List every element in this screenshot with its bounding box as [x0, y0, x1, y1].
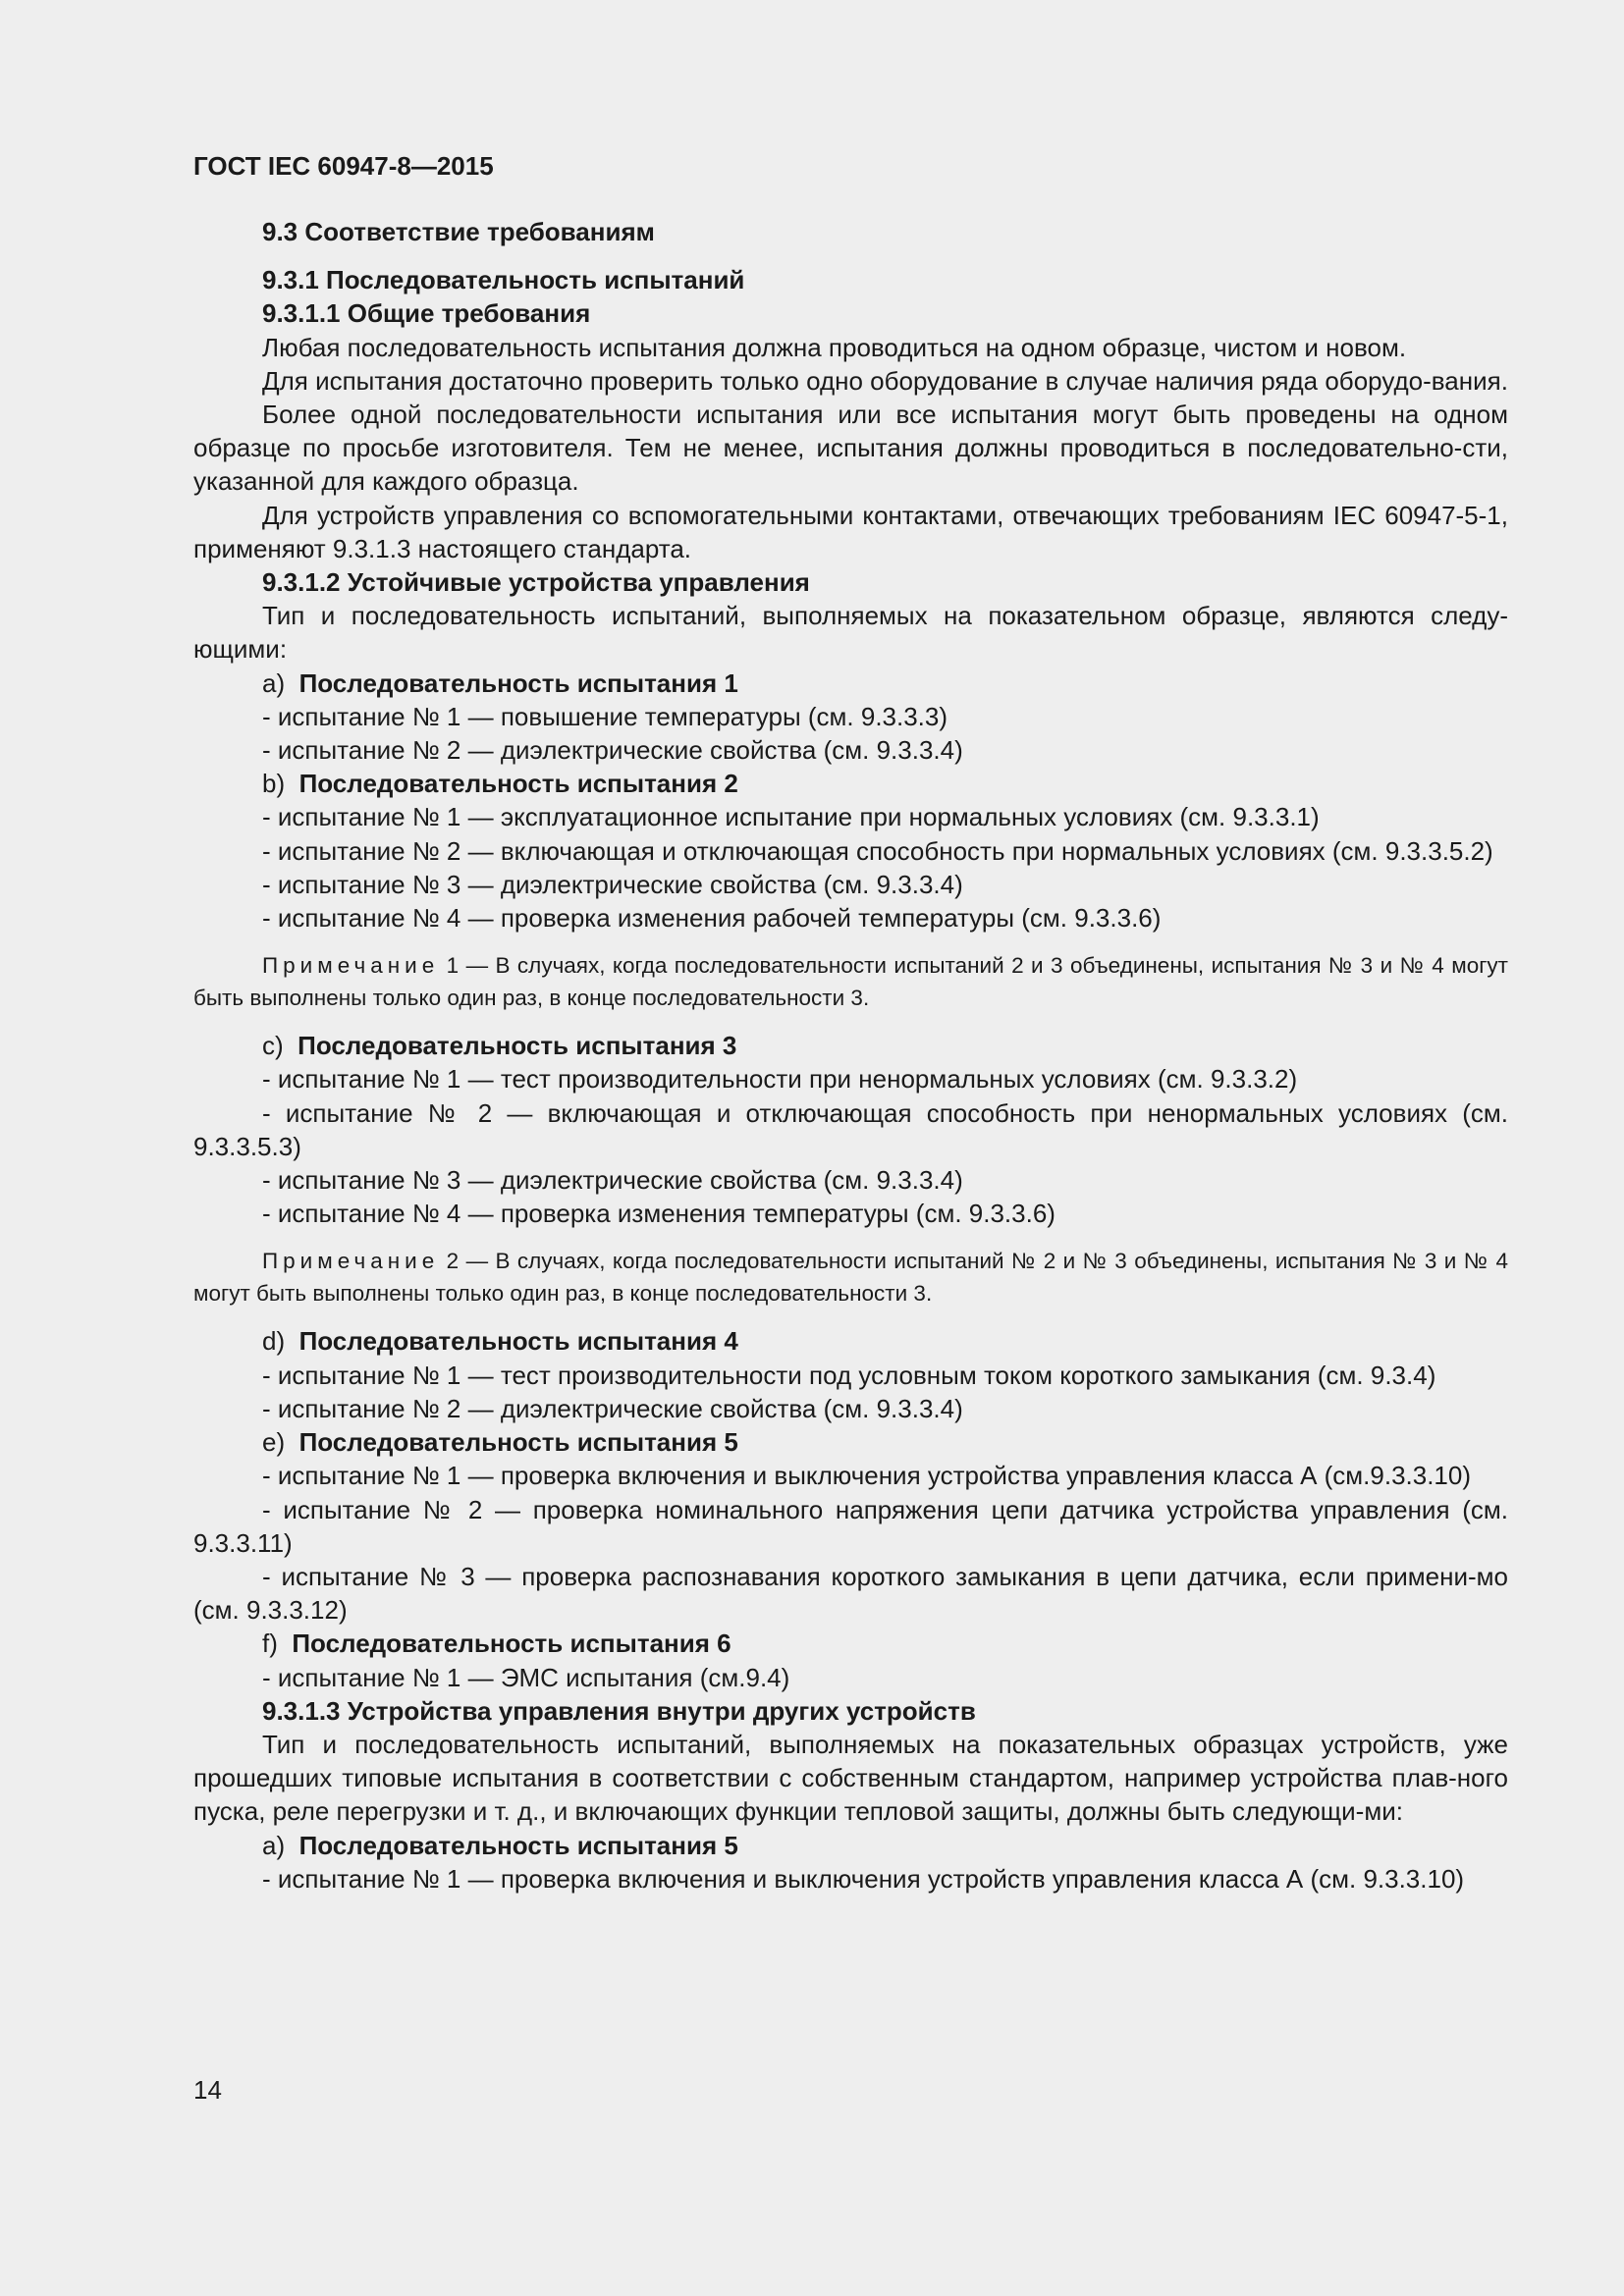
- list-item: - испытание № 4 — проверка изменения рабочей температуры (см. 9.3.3.6): [262, 903, 1162, 934]
- sequence-letter: a): [262, 1830, 286, 1860]
- sequence-letter: e): [262, 1427, 286, 1458]
- sequence-title: Последовательность испытания 6: [292, 1629, 731, 1659]
- sequence-heading: [193, 1324, 1508, 1358]
- sequence-heading: [193, 767, 1508, 800]
- paragraph: Тип и последовательность испытаний, выполняемых на показательном образце, являются следу-ющими:: [193, 601, 1508, 665]
- sequence-letter: d): [262, 1326, 286, 1357]
- note-text: 1 — В случаях, когда последовательности испытаний 2 и 3 объединены, испытания № 3 и № 4 могут быть выполнены только один раз, в конце последовательности 3.: [193, 953, 1508, 1011]
- paragraph: Любая последовательность испытания должна проводиться на одном образце, чистом и новом.: [262, 332, 1407, 362]
- list-item: - испытание № 3 — проверка распознавания короткого замыкания в цепи датчика, если примени-мо (см. 9.3.3.12): [193, 1561, 1508, 1626]
- page-number: 14: [193, 2075, 222, 2105]
- sequence-letter: f): [262, 1629, 278, 1659]
- document-header: ГОСТ IEC 60947-8—2015: [193, 151, 494, 181]
- note: [193, 949, 1508, 1014]
- sequence-heading: [193, 1425, 1508, 1459]
- paragraph: Для устройств управления со вспомогательными контактами, отвечающих требованиям IEC 60947-5-1, применяют 9.3.1.3 настоящего стандарта.: [193, 500, 1508, 563]
- sequence-letter: b): [262, 769, 286, 799]
- list-item: - испытание № 1 — ЭМС испытания (см.9.4): [262, 1662, 790, 1692]
- list-item: - испытание № 1 — тест производительности при ненормальных условиях (см. 9.3.3.2): [262, 1064, 1298, 1095]
- sequence-title: Последовательность испытания 1: [298, 667, 738, 698]
- paragraph: Более одной последовательности испытания или все испытания могут быть проведены на одном образце по просьбе изготовителя. Тем не менее, испытания должны проводиться в последовательно-сти, указанной для каждого образца.: [193, 400, 1508, 497]
- note-text: 2 — В случаях, когда последовательности испытаний № 2 и № 3 объединены, испытания № 3 и № 4 могут быть выполнены только один раз, в конце последовательности 3.: [193, 1249, 1508, 1307]
- sequence-heading: [193, 1829, 1508, 1862]
- section-heading: 9.3.1 Последовательность испытаний: [262, 265, 745, 295]
- note-label: Примечание: [262, 953, 440, 979]
- list-item: - испытание № 1 — проверка включения и выключения устройства управления класса А (см.9.3.3.10): [262, 1461, 1472, 1491]
- paragraph: Для испытания достаточно проверить только одно оборудование в случае наличия ряда оборудо-вания.: [262, 365, 1508, 396]
- list-item: - испытание № 2 — диэлектрические свойства (см. 9.3.3.4): [262, 735, 963, 766]
- sequence-title: Последовательность испытания 5: [298, 1427, 738, 1458]
- sequence-title: Последовательность испытания 3: [298, 1031, 737, 1061]
- list-item: - испытание № 1 — проверка включения и выключения устройств управления класса А (см. 9.3.3.10): [262, 1863, 1465, 1894]
- list-item: - испытание № 3 — диэлектрические свойства (см. 9.3.3.4): [262, 869, 963, 899]
- paragraph: Тип и последовательность испытаний, выполняемых на показательных образцах устройств, уже прошедших типовые испытания в соответствии с собственным стандартом, например устройства плав-ного пуска, реле перегрузки и т. д., и включающих функции тепловой защиты, должны быть следующи-ми:: [193, 1729, 1508, 1827]
- section-heading: 9.3.1.2 Устойчивые устройства управления: [262, 567, 810, 598]
- list-item: - испытание № 2 — включающая и отключающая способность при ненормальных условиях (см. 9.3.3.5.3): [193, 1097, 1508, 1161]
- list-item: - испытание № 3 — диэлектрические свойства (см. 9.3.3.4): [262, 1165, 963, 1196]
- list-item: - испытание № 1 — эксплуатационное испытание при нормальных условиях (см. 9.3.3.1): [262, 802, 1320, 832]
- section-heading: 9.3 Соответствие требованиям: [262, 217, 655, 246]
- list-item: - испытание № 2 — проверка номинального напряжения цепи датчика устройства управления (см. 9.3.3.11): [193, 1494, 1508, 1558]
- sequence-heading: [193, 1627, 1508, 1660]
- sequence-title: Последовательность испытания 4: [298, 1326, 738, 1357]
- list-item: - испытание № 1 — повышение температуры (см. 9.3.3.3): [262, 701, 948, 731]
- note: [193, 1245, 1508, 1309]
- sequence-title: Последовательность испытания 5: [298, 1830, 738, 1860]
- section-heading: 9.3.1.1 Общие требования: [262, 298, 591, 329]
- list-item: - испытание № 2 — диэлектрические свойства (см. 9.3.3.4): [262, 1393, 963, 1423]
- list-item: - испытание № 4 — проверка изменения температуры (см. 9.3.3.6): [262, 1199, 1056, 1229]
- section-heading: 9.3.1.3 Устройства управления внутри других устройств: [262, 1695, 976, 1726]
- list-item: - испытание № 2 — включающая и отключающая способность при нормальных условиях (см. 9.3.3.5.2): [262, 835, 1493, 866]
- sequence-heading: [193, 667, 1508, 700]
- sequence-title: Последовательность испытания 2: [298, 769, 738, 799]
- sequence-letter: c): [262, 1031, 284, 1061]
- sequence-heading: [193, 1029, 1508, 1062]
- sequence-letter: a): [262, 667, 286, 698]
- list-item: - испытание № 1 — тест производительности под условным током короткого замыкания (см. 9.3.4): [262, 1360, 1436, 1390]
- note-label: Примечание: [262, 1249, 440, 1274]
